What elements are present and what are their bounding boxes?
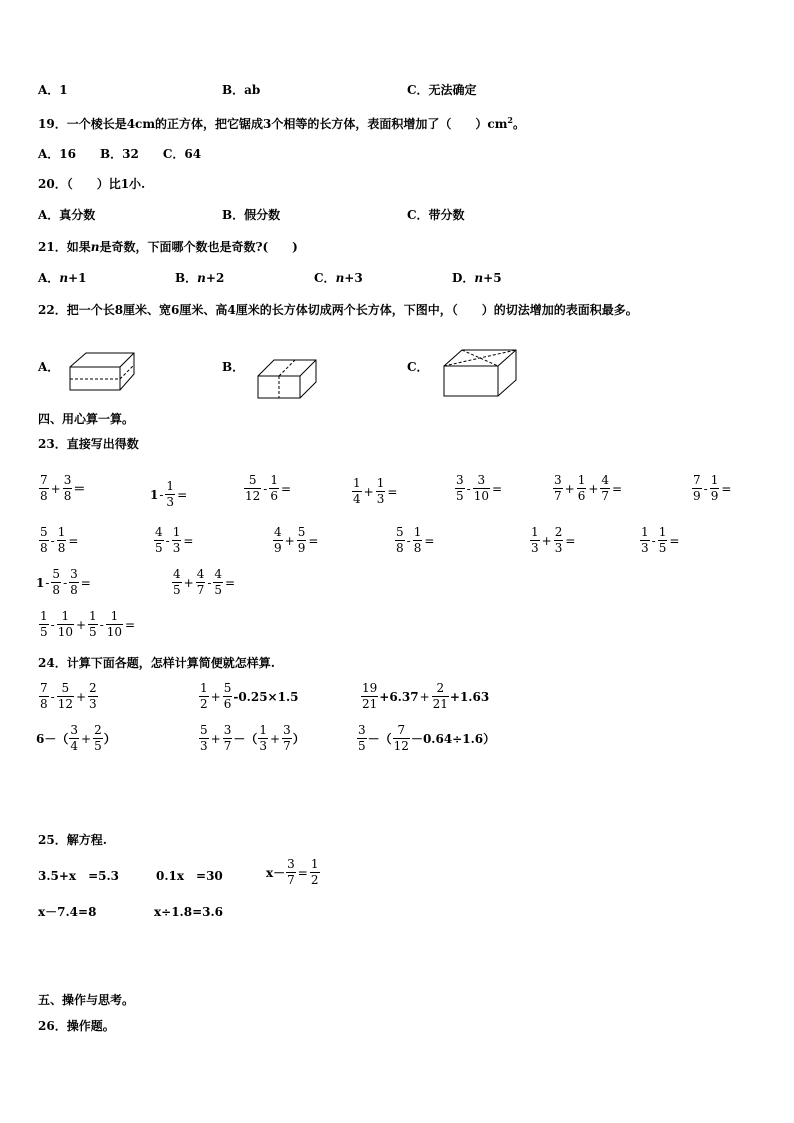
fraction: $\frac{2}{5}$ <box>94 723 102 753</box>
q23-item-4: $\frac{1}{4}$ + $\frac{1}{3}$ = <box>353 476 398 506</box>
q21-question <box>38 241 298 253</box>
fraction: $\frac{2}{21}$ <box>432 681 448 711</box>
q21-option-d-text: +5 <box>483 271 502 285</box>
q21-text-b: 是奇数，下面哪个数也是奇数?( ) <box>99 240 298 254</box>
q23-item-13: $\frac{1}{3}$ - $\frac{1}{5}$ = <box>641 525 680 555</box>
fraction: $\frac{5}{12}$ <box>245 473 261 503</box>
fraction: $\frac{3}{4}$ <box>70 723 78 753</box>
fraction: $\frac{1}{6}$ <box>577 473 586 503</box>
fraction: $\frac{1}{8}$ <box>413 525 422 555</box>
cuboid-figure-b <box>256 356 320 400</box>
fraction: $\frac{5}{6}$ <box>223 681 232 711</box>
fraction: $\frac{7}{9}$ <box>693 473 701 503</box>
fraction: $\frac{1}{10}$ <box>57 609 73 639</box>
fraction: $\frac{3}{7}$ <box>223 723 232 753</box>
fraction: $\frac{1}{9}$ <box>710 473 719 503</box>
q23-item-10: $\frac{4}{9}$ + $\frac{5}{9}$ = <box>274 525 319 555</box>
q23-item-3: $\frac{5}{12}$ - $\frac{1}{6}$ = <box>245 473 292 503</box>
q25-equation-4: x－7.4=8 <box>38 905 97 919</box>
q21-option-a-text: +1 <box>68 271 87 285</box>
fraction: $\frac{3}{5}$ <box>358 723 366 753</box>
q24-title: 24．计算下面各题，怎样计算简便就怎样算. <box>38 656 275 670</box>
q24-item-4: 6－（ $\frac{3}{4}$ + $\frac{2}{5}$ ） <box>36 723 116 753</box>
q18-option-b[interactable]: B．ab <box>222 83 261 97</box>
q21-option-c[interactable] <box>314 272 363 284</box>
q22-option-a[interactable]: A． <box>38 360 60 374</box>
q22-option-c[interactable]: C． <box>407 360 429 374</box>
fraction: $\frac{4}{7}$ <box>196 567 205 597</box>
q21-option-b-var: n <box>197 271 206 285</box>
fraction: $\frac{3}{5}$ <box>456 473 464 503</box>
q21-option-b-text: +2 <box>205 271 225 285</box>
fraction: $\frac{5}{8}$ <box>396 525 404 555</box>
q21-option-c-text: +3 <box>344 271 363 285</box>
q21-option-b-label: B． <box>175 271 198 285</box>
fraction: $\frac{1}{8}$ <box>57 525 66 555</box>
fraction: $\frac{7}{8}$ <box>40 681 48 711</box>
section-4-title: 四、用心算一算。 <box>38 412 135 426</box>
fraction: $\frac{7}{8}$ <box>40 473 48 503</box>
q21-option-c-var: n <box>335 271 345 285</box>
fraction: $\frac{3}{8}$ <box>63 473 72 503</box>
fraction: $\frac{1}{4}$ <box>353 476 361 506</box>
fraction: $\frac{5}{9}$ <box>297 525 306 555</box>
fraction: $\frac{5}{8}$ <box>40 525 48 555</box>
fraction: $\frac{1}{2}$ <box>310 857 319 887</box>
fraction: $\frac{3}{8}$ <box>70 567 78 597</box>
q21-option-b[interactable] <box>175 272 224 284</box>
fraction: $\frac{4}{5}$ <box>155 525 163 555</box>
q24-item-6: $\frac{3}{5}$ －（ $\frac{7}{12}$ －0.64÷1.6） <box>358 723 496 753</box>
fraction: $\frac{1}{5}$ <box>40 609 48 639</box>
q22-option-b[interactable]: B． <box>222 360 245 374</box>
q23-item-5: $\frac{3}{5}$ - $\frac{3}{10}$ = <box>456 473 503 503</box>
q23-item-2: 1 - $\frac{1}{3}$ = <box>150 479 188 509</box>
q21-option-a-label: A． <box>38 271 60 285</box>
fraction: $\frac{1}{3}$ <box>259 723 267 753</box>
fraction: $\frac{3}{7}$ <box>283 723 291 753</box>
fraction: $\frac{2}{3}$ <box>554 525 563 555</box>
fraction: $\frac{7}{12}$ <box>393 723 409 753</box>
q23-item-1: $\frac{7}{8}$ + $\frac{3}{8}$ ＝ <box>40 473 86 503</box>
q21-option-d-var: n <box>474 271 484 285</box>
q21-option-a[interactable] <box>38 272 86 284</box>
q25-equation-5: x÷1.8=3.6 <box>154 905 224 919</box>
fraction: $\frac{5}{3}$ <box>200 723 208 753</box>
q23-item-14: 1 - $\frac{5}{8}$ - $\frac{3}{8}$ = <box>36 567 91 597</box>
fraction: $\frac{1}{10}$ <box>106 609 123 639</box>
q19-text: 19．一个棱长是4cm的正方体，把它锯成3个相等的长方体，表面积增加了（ ）cm <box>38 117 508 131</box>
q23-item-11: $\frac{5}{8}$ - $\frac{1}{8}$ = <box>396 525 435 555</box>
q21-option-c-label: C． <box>314 271 336 285</box>
q19-sup: 2 <box>507 115 513 125</box>
q23-item-6: $\frac{3}{7}$ + $\frac{1}{6}$ + $\frac{4}{7}$ = <box>554 473 623 503</box>
fraction: $\frac{4}{7}$ <box>601 473 610 503</box>
q23-item-16: $\frac{1}{5}$ - $\frac{1}{10}$ + $\frac{1}{5}$ - $\frac{1}{10}$ = <box>40 609 136 639</box>
q25-equation-1: 3.5+x =5.3 <box>38 869 120 883</box>
q19-options[interactable]: A．16 B．32 C．64 <box>38 147 202 161</box>
fraction: $\frac{4}{5}$ <box>173 567 181 597</box>
fraction: $\frac{1}{5}$ <box>658 525 667 555</box>
q21-var: n <box>90 240 100 254</box>
q20-option-a[interactable]: A．真分数 <box>38 208 96 222</box>
q25-equation-3: x－ $\frac{3}{7}$ = $\frac{1}{2}$ <box>266 857 319 887</box>
fraction: $\frac{1}{5}$ <box>89 609 97 639</box>
fraction: $\frac{4}{5}$ <box>214 567 223 597</box>
fraction: $\frac{3}{7}$ <box>287 857 295 887</box>
q18-option-a[interactable]: A．1 <box>38 83 68 97</box>
fraction: $\frac{3}{7}$ <box>554 473 562 503</box>
q18-option-c[interactable]: C．无法确定 <box>407 83 477 97</box>
fraction: $\frac{1}{6}$ <box>270 473 278 503</box>
q25-title: 25．解方程. <box>38 833 107 847</box>
fraction: $\frac{4}{9}$ <box>274 525 282 555</box>
q25-equation-2: 0.1x =30 <box>156 869 223 883</box>
q21-option-d[interactable] <box>452 272 502 284</box>
q19-question <box>38 116 525 130</box>
q20-option-b[interactable]: B．假分数 <box>222 208 281 222</box>
fraction: $\frac{2}{3}$ <box>89 681 97 711</box>
q23-item-15: $\frac{4}{5}$ + $\frac{4}{7}$ - $\frac{4}{5}$ = <box>173 567 236 597</box>
q22-question: 22．把一个长8厘米、宽6厘米、高4厘米的长方体切成两个长方体，下图中，（ ）的切法增加的表面积最多。 <box>38 303 638 317</box>
fraction: $\frac{3}{10}$ <box>473 473 489 503</box>
q23-item-8: $\frac{5}{8}$ - $\frac{1}{8}$ = <box>40 525 79 555</box>
q24-item-3: $\frac{19}{21}$ +6.37 + $\frac{2}{21}$ +1.63 <box>362 681 490 711</box>
q23-item-7: $\frac{7}{9}$ - $\frac{1}{9}$ = <box>693 473 732 503</box>
q21-option-a-var: n <box>59 271 69 285</box>
fraction: $\frac{5}{12}$ <box>57 681 73 711</box>
fraction: $\frac{5}{8}$ <box>52 567 61 597</box>
fraction: $\frac{1}{2}$ <box>200 681 208 711</box>
cuboid-figure-a <box>68 350 138 392</box>
q26-title: 26．操作题。 <box>38 1019 115 1033</box>
cuboid-figure-c <box>442 348 520 400</box>
q24-item-5: $\frac{5}{3}$ + $\frac{3}{7}$ －（ $\frac{1}{3}$ + $\frac{3}{7}$ ） <box>200 723 305 753</box>
section-5-title: 五、操作与思考。 <box>38 993 135 1007</box>
fraction: $\frac{1}{3}$ <box>172 525 181 555</box>
q21-option-d-label: D． <box>452 271 475 285</box>
q20-option-c[interactable]: C．带分数 <box>407 208 465 222</box>
q21-text-a: 21．如果 <box>38 240 91 254</box>
fraction: $\frac{1}{3}$ <box>376 476 385 506</box>
q19-end: 。 <box>513 117 526 131</box>
fraction: $\frac{1}{3}$ <box>166 479 175 509</box>
q24-item-1: $\frac{7}{8}$ - $\frac{5}{12}$ + $\frac{2}{3}$ <box>40 681 97 711</box>
q23-item-12: $\frac{1}{3}$ + $\frac{2}{3}$ = <box>531 525 576 555</box>
q23-item-9: $\frac{4}{5}$ - $\frac{1}{3}$ = <box>155 525 194 555</box>
q24-item-2: $\frac{1}{2}$ + $\frac{5}{6}$ -0.25×1.5 <box>200 681 299 711</box>
fraction: $\frac{1}{3}$ <box>641 525 649 555</box>
fraction: $\frac{1}{3}$ <box>531 525 539 555</box>
q20-question: 20．（ ）比1小. <box>38 177 146 191</box>
q23-title: 23．直接写出得数 <box>38 437 139 451</box>
fraction: $\frac{19}{21}$ <box>362 681 378 711</box>
